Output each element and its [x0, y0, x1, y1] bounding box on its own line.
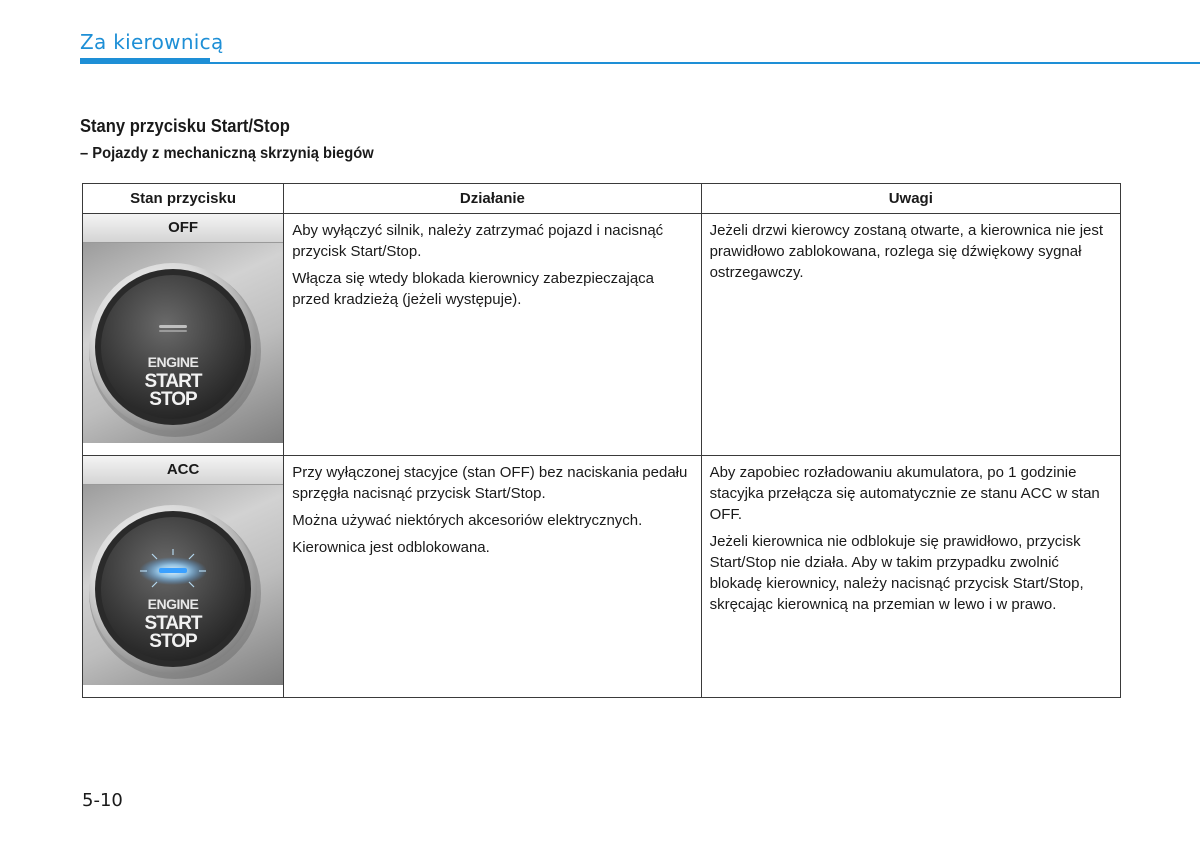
state-label-acc: ACC — [83, 456, 283, 485]
action-paragraph: Można używać niektórych akcesoriów elektrycznych. — [292, 512, 643, 529]
page-number: 5-10 — [82, 790, 123, 811]
indicator-light-on — [159, 568, 187, 573]
button-text-engine: ENGINE — [147, 596, 199, 612]
start-stop-button-image-acc — [83, 485, 283, 685]
start-stop-button-image-off — [83, 243, 283, 443]
notes-paragraph: Jeżeli drzwi kierowcy zostaną otwarte, a kierownica nie jest prawidłowo zablokowana, rozlega się dźwiękowy sygnał ostrzegawczy. — [709, 222, 1104, 281]
indicator-light-off — [159, 325, 187, 328]
button-states-table — [82, 183, 1121, 698]
action-paragraph: Kierownica jest odblokowana. — [292, 539, 490, 556]
notes-paragraph: Aby zapobiec rozładowaniu akumulatora, po 1 godzinie stacyjka przełącza się automatycznie ze stanu ACC w stan OFF. — [709, 464, 1100, 523]
column-header-notes: Uwagi — [701, 184, 1120, 214]
button-text-stop: STOP — [149, 631, 197, 652]
header-rule — [80, 62, 1200, 64]
state-label-off: OFF — [83, 214, 283, 243]
button-text-engine: ENGINE — [147, 354, 199, 370]
table-row-acc — [83, 456, 1121, 698]
button-text-stop: STOP — [149, 389, 197, 410]
notes-cell-acc — [701, 456, 1120, 698]
action-paragraph: Włącza się wtedy blokada kierownicy zabezpieczająca przed kradzieżą (jeżeli występuje). — [292, 270, 655, 308]
state-cell-acc — [83, 456, 284, 698]
page-title: Stany przycisku Start/Stop — [80, 116, 290, 136]
column-header-action: Działanie — [284, 184, 701, 214]
column-header-state: Stan przycisku — [83, 184, 284, 214]
start-stop-button-icon — [83, 485, 283, 685]
action-cell-off — [284, 214, 701, 456]
table-header-row — [83, 184, 1121, 214]
action-paragraph: Aby wyłączyć silnik, należy zatrzymać pojazd i nacisnąć przycisk Start/Stop. — [292, 222, 664, 260]
action-cell-acc — [284, 456, 701, 698]
button-text-start: START — [144, 371, 202, 392]
button-text-start: START — [144, 613, 202, 634]
action-paragraph: Przy wyłączonej stacyjce (stan OFF) bez naciskania pedału sprzęgła nacisnąć przycisk Start/Stop. — [292, 464, 688, 502]
notes-cell-off — [701, 214, 1120, 456]
start-stop-button-icon — [83, 243, 283, 443]
page-subtitle: – Pojazdy z mechaniczną skrzynią biegów — [80, 145, 374, 162]
notes-paragraph: Jeżeli kierownica nie odblokuje się prawidłowo, przycisk Start/Stop nie działa. Aby w takim przypadku zwolnić blokadę kierownicy, należy nacisnąć przycisk Start/Stop, skręcając kierownicą na przemian w lewo i w prawo. — [709, 533, 1084, 613]
state-cell-off — [83, 214, 284, 456]
table-row-off — [83, 214, 1121, 456]
section-header-title: Za kierownicą — [80, 30, 224, 54]
